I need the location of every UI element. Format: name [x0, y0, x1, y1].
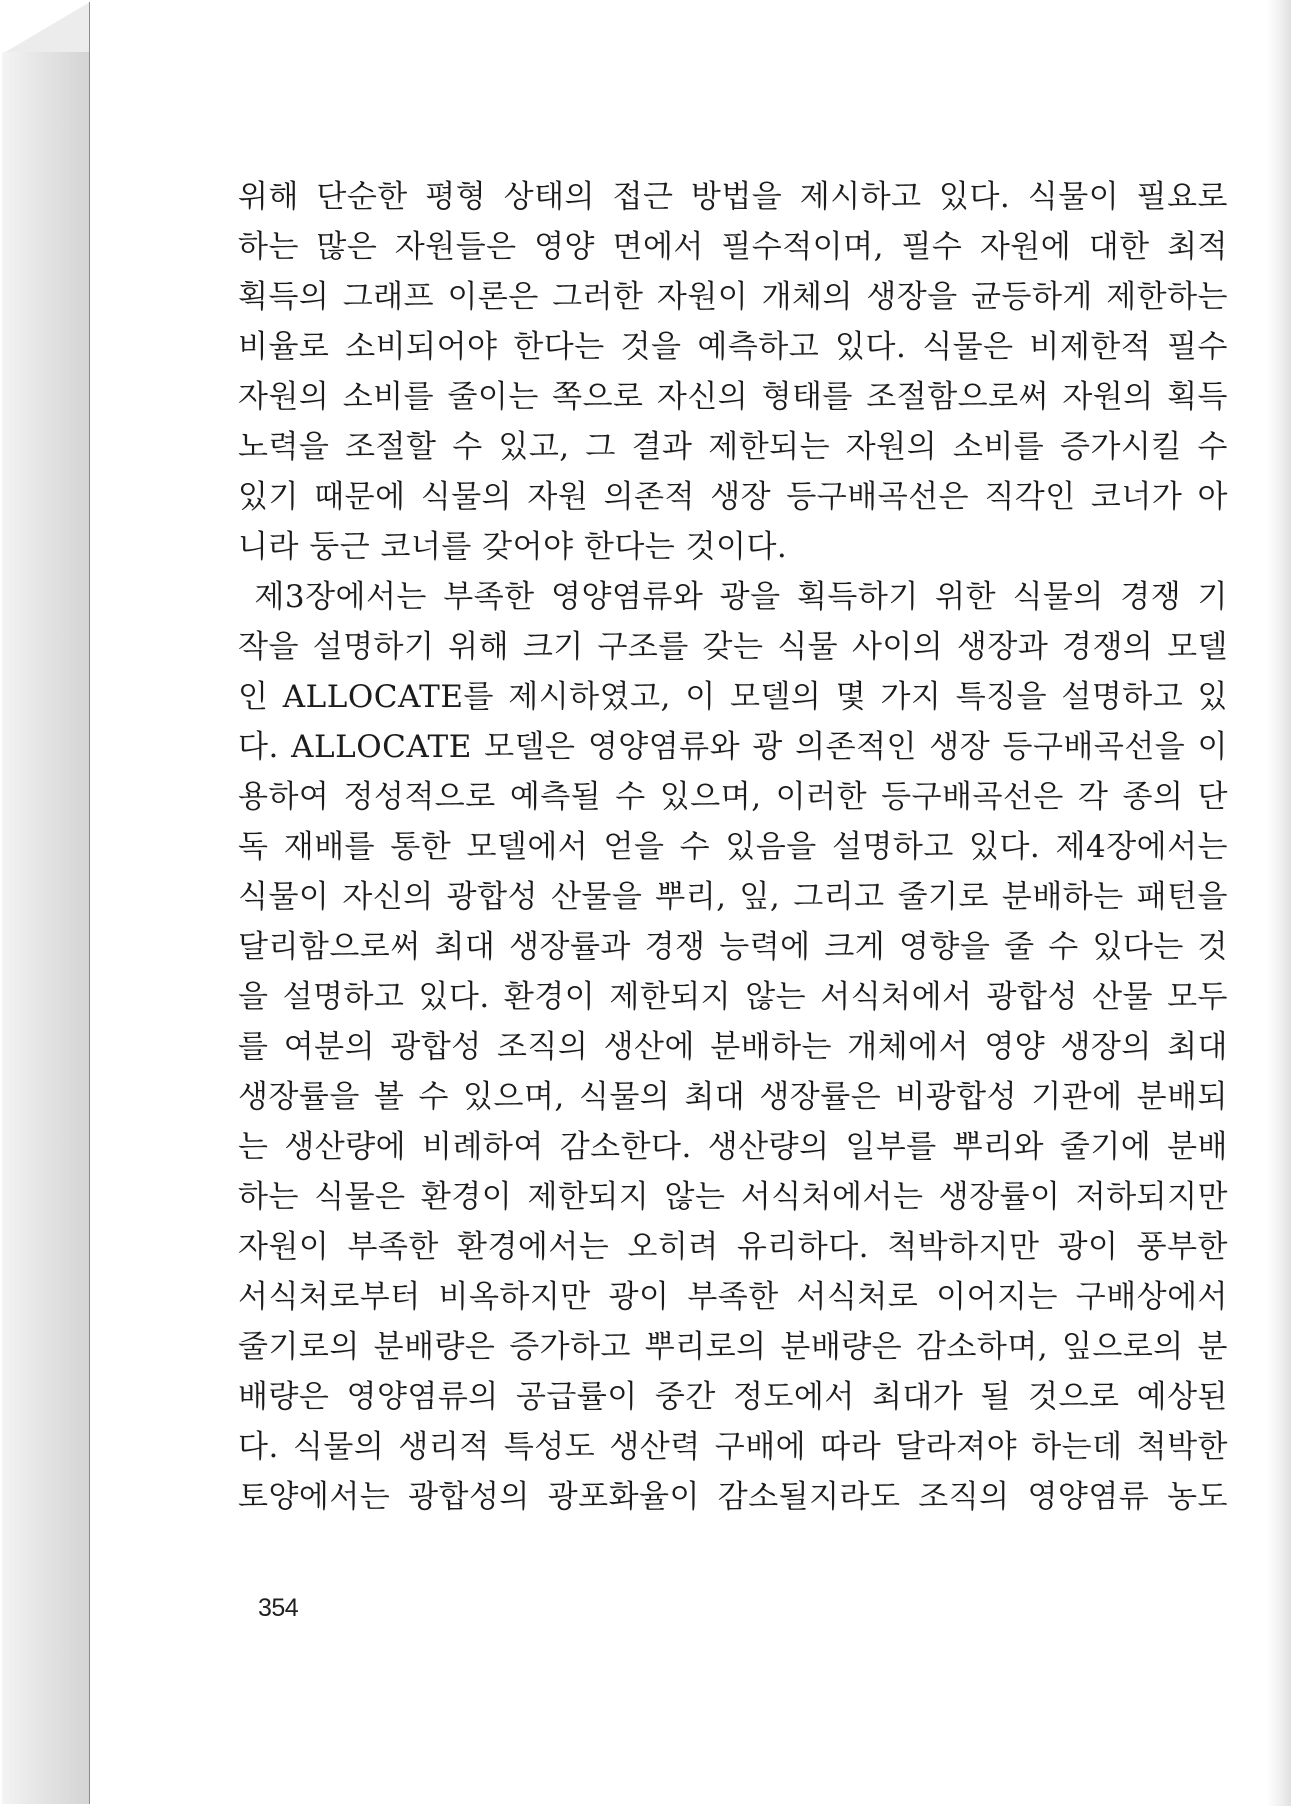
text-line: 를 여분의 광합성 조직의 생산에 분배하는 개체에서 영양 생장의 최대 — [238, 1029, 1228, 1065]
text-line: 하는 많은 자원들은 영양 면에서 필수적이며, 필수 자원에 대한 최적 — [238, 229, 1228, 265]
text-line: 을 설명하고 있다. 환경이 제한되지 않는 서식처에서 광합성 산물 모두 — [238, 979, 1228, 1015]
text-line: 는 생산량에 비례하여 감소한다. 생산량의 일부를 뿌리와 줄기에 분배 — [238, 1129, 1228, 1165]
text-line: 노력을 조절할 수 있고, 그 결과 제한되는 자원의 소비를 증가시킬 수 — [238, 429, 1228, 465]
text-line: 식물이 자신의 광합성 산물을 뿌리, 잎, 그리고 줄기로 분배하는 패턴을 — [238, 879, 1228, 915]
text-line: 비율로 소비되어야 한다는 것을 예측하고 있다. 식물은 비제한적 필수 — [238, 329, 1228, 365]
text-line: 자원이 부족한 환경에서는 오히려 유리하다. 척박하지만 광이 풍부한 — [238, 1229, 1228, 1265]
text-line: 획득의 그래프 이론은 그러한 자원이 개체의 생장을 균등하게 제한하는 — [238, 279, 1228, 315]
body-text — [238, 172, 1228, 1582]
book-spine-top — [2, 2, 90, 54]
text-line: 배량은 영양염류의 공급률이 중간 정도에서 최대가 될 것으로 예상된 — [238, 1379, 1228, 1415]
text-line: 제3장에서는 부족한 영양염류와 광을 획득하기 위한 식물의 경쟁 기 — [238, 579, 1228, 615]
text-line: 생장률을 볼 수 있으며, 식물의 최대 생장률은 비광합성 기관에 분배되 — [238, 1079, 1228, 1115]
text-line: 하는 식물은 환경이 제한되지 않는 서식처에서는 생장률이 저하되지만 — [238, 1179, 1228, 1215]
text-line: 서식처로부터 비옥하지만 광이 부족한 서식처로 이어지는 구배상에서 — [238, 1279, 1228, 1315]
text-line: 니라 둥근 코너를 갖어야 한다는 것이다. — [238, 529, 788, 565]
text-line: 줄기로의 분배량은 증가하고 뿌리로의 분배량은 감소하며, 잎으로의 분 — [238, 1329, 1228, 1365]
book-page — [90, 2, 1268, 1804]
text-line: 용하여 정성적으로 예측될 수 있으며, 이러한 등구배곡선은 각 종의 단 — [238, 779, 1228, 815]
text-line: 인 ALLOCATE를 제시하였고, 이 모델의 몇 가지 특징을 설명하고 있 — [238, 679, 1228, 715]
book-spine — [2, 52, 90, 1804]
text-line: 달리함으로써 최대 생장률과 경쟁 능력에 크게 영향을 줄 수 있다는 것 — [238, 929, 1228, 965]
text-line: 토양에서는 광합성의 광포화율이 감소될지라도 조직의 영양염류 농도 — [238, 1479, 1228, 1515]
text-line: 자원의 소비를 줄이는 쪽으로 자신의 형태를 조절함으로써 자원의 획득 — [238, 379, 1228, 415]
text-line: 작을 설명하기 위해 크기 구조를 갖는 식물 사이의 생장과 경쟁의 모델 — [238, 629, 1228, 665]
text-line: 다. ALLOCATE 모델은 영양염류와 광 의존적인 생장 등구배곡선을 이 — [238, 729, 1228, 765]
page-number: 354 — [258, 1594, 299, 1622]
text-line: 위해 단순한 평형 상태의 접근 방법을 제시하고 있다. 식물이 필요로 — [238, 179, 1228, 215]
text-line: 있기 때문에 식물의 자원 의존적 생장 등구배곡선은 직각인 코너가 아 — [238, 479, 1228, 515]
text-line: 다. 식물의 생리적 특성도 생산력 구배에 따라 달라져야 하는데 척박한 — [238, 1429, 1228, 1465]
page-edge-shadow — [1267, 0, 1291, 1806]
text-line: 독 재배를 통한 모델에서 얻을 수 있음을 설명하고 있다. 제4장에서는 — [238, 829, 1228, 865]
